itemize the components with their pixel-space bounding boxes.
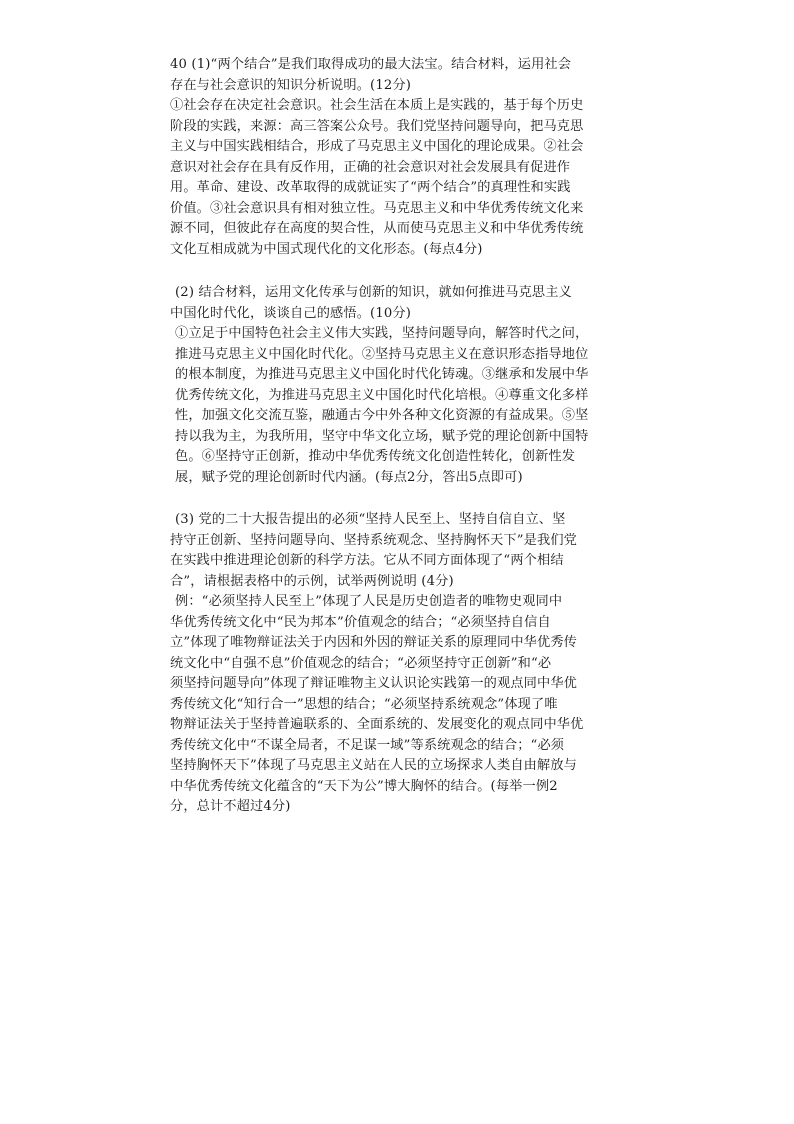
answer-3-text: 立”体现了唯物辩证法关于内因和外因的辩证关系的原理同中华优秀传 xyxy=(170,635,578,650)
section-spacer xyxy=(170,488,632,510)
answer-2-text: 色。⑥坚持守正创新，推动中华优秀传统文化创造性转化，创新性发 xyxy=(175,449,576,464)
answer-1-text: 主义与中国实践相结合，形成了马克思主义中国化的理论成果。②社会 xyxy=(170,139,584,154)
answer-1-text: 意识对社会存在具有反作用，正确的社会意识对社会发展具有促进作 xyxy=(170,159,571,175)
answer-2-text: 优秀传统文化，为推进马克思主义中国化时代化培根。④尊重文化多样 xyxy=(175,387,589,403)
question-2-text: 中国化时代化，谈谈自己的感悟。(10分) xyxy=(170,305,412,321)
question-1-block xyxy=(170,55,632,260)
answer-2-text: 性，加强文化交流互鉴，融通古今中外各种文化资源的有益成果。⑤坚 xyxy=(175,408,589,423)
answer-2-text: 展，赋予党的理论创新时代内涵。(每点2分，答出5点即可) xyxy=(175,469,523,485)
section-spacer xyxy=(170,260,632,283)
answer-2-text: ①立足于中国特色社会主义伟大实践，坚持问题导向，解答时代之问， xyxy=(175,326,589,341)
answer-3-text: 分，总计不超过4分) xyxy=(170,799,291,814)
answer-3-text: 例：“必须坚持人民至上”体现了人民是历史创造者的唯物史观同中 xyxy=(175,594,563,609)
answer-3-text: 物辩证法关于坚持普遍联系的、全面系统的、发展变化的观点同中华优 xyxy=(170,717,584,732)
question-1-text: 40 (1)“两个结合”是我们取得成功的最大法宝。结合材料，运用社会 xyxy=(170,57,572,72)
answer-1-text: ①社会存在决定社会意识。社会生活在本质上是实践的，基于每个历史 xyxy=(170,98,584,113)
question-3-text: 持守正创新、坚持问题导向、坚持系统观念、坚持胸怀天下”是我们党 xyxy=(170,532,578,548)
question-3-block xyxy=(170,510,632,818)
answer-3-text: 秀传统文化中“不谋全局者，不足谋一域”等系统观念的结合；“必须 xyxy=(170,737,565,753)
question-2-block xyxy=(170,283,632,488)
question-3-text: 合”，请根据表格中的示例，试举两例说明 (4分) xyxy=(170,573,454,589)
answer-1-text: 价值。③社会意识具有相对独立性。马克思主义和中华优秀传统文化来 xyxy=(170,200,584,216)
answer-1-text: 源不同，但彼此存在高度的契合性，从而使马克思主义和中华优秀传统 xyxy=(170,221,584,236)
question-1-text: 存在与社会意识的知识分析说明。(12分) xyxy=(170,77,412,93)
answer-page xyxy=(170,55,632,818)
answer-1-text: 文化互相成就为中国式现代化的文化形态。(每点4分) xyxy=(170,241,483,257)
answer-3-text: 须坚持问题导向”体现了辩证唯物主义认识论实践第一的观点同中华优 xyxy=(170,676,578,691)
answer-2-text: 推进马克思主义中国化时代化。②坚持马克思主义在意识形态指导地位 xyxy=(175,346,589,362)
answer-3-text: 秀传统文化“知行合一”思想的结合；“必须坚持系统观念”体现了唯 xyxy=(170,696,558,712)
answer-3-text: 坚持胸怀天下”体现了马克思主义站在人民的立场探求人类自由解放与 xyxy=(170,758,578,773)
answer-1-text: 阶段的实践，来源：高三答案公众号。我们党坚持问题导向，把马克思 xyxy=(170,118,584,134)
question-2-text: (2) 结合材料，运用文化传承与创新的知识，就如何推进马克思主义 xyxy=(175,285,572,300)
answer-3-text: 统文化中“自强不息”价值观念的结合；“必须坚持守正创新”和“必 xyxy=(170,655,552,671)
answer-2-text: 持以我为主，为我所用，坚守中华文化立场，赋予党的理论创新中国特 xyxy=(175,428,589,444)
answer-1-text: 用。革命、建设、改革取得的成就证实了“两个结合”的真理性和实践 xyxy=(170,180,571,195)
answer-3-text: 中华优秀传统文化蕴含的“天下为公”博大胸怀的结合。(每举一例2 xyxy=(170,778,558,794)
answer-2-text: 的根本制度，为推进马克思主义中国化时代化铸魂。③继承和发展中华 xyxy=(175,367,589,382)
question-3-text: (3) 党的二十大报告提出的必须“坚持人民至上、坚持自信自立、坚 xyxy=(175,512,566,527)
question-3-text: 在实践中推进理论创新的科学方法。它从不同方面体现了“两个相结 xyxy=(170,553,564,568)
answer-3-text: 华优秀传统文化中“民为邦本”价值观念的结合；“必须坚持自信自 xyxy=(170,614,551,630)
